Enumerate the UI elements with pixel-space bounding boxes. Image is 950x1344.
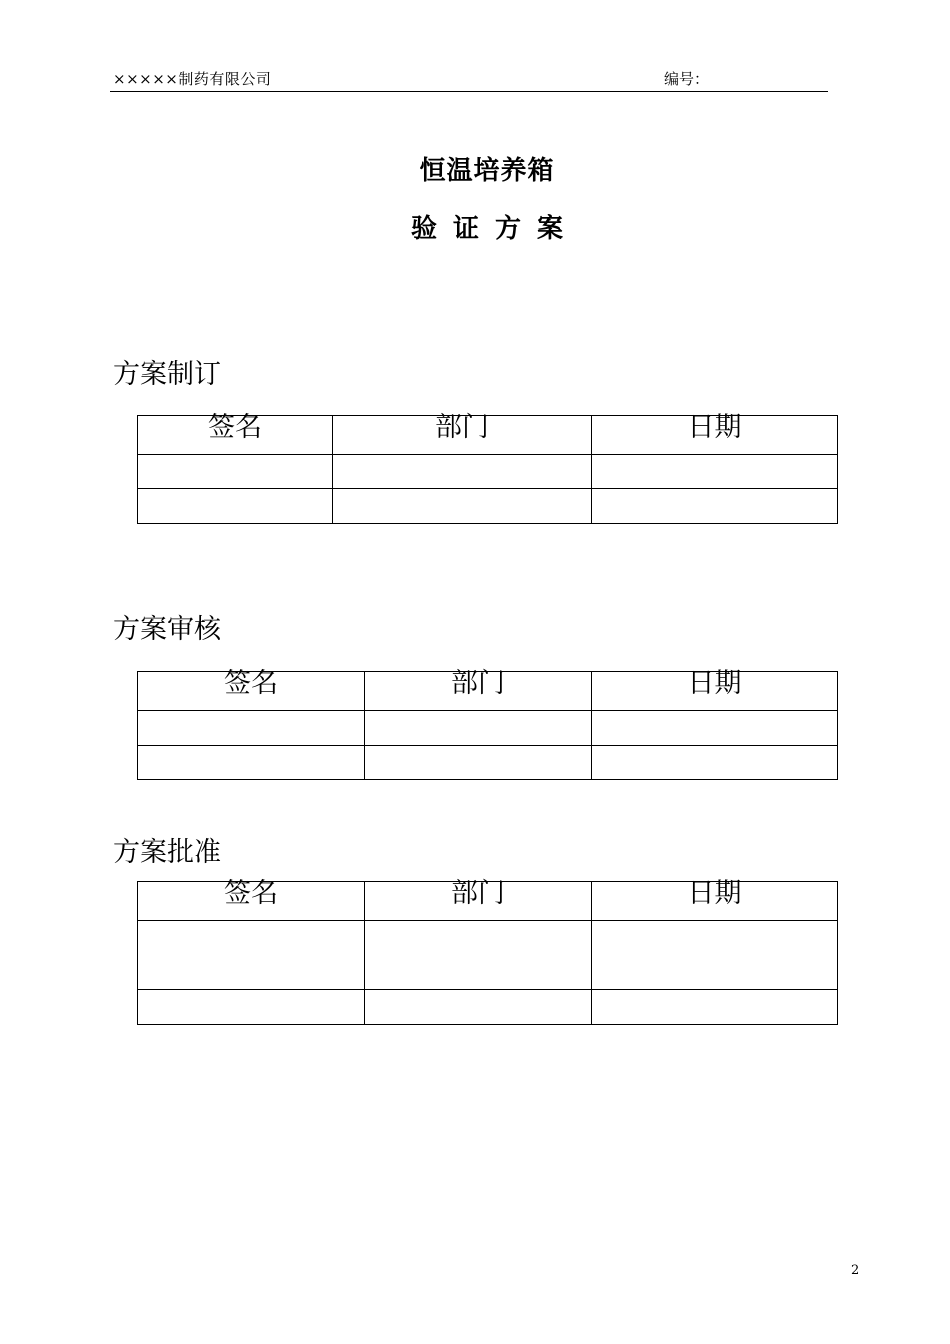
signature-cell[interactable] [138,711,365,746]
signature-cell[interactable] [138,489,333,524]
table-header-row [138,416,838,455]
document-number-label: 编号： [664,70,710,88]
date-cell[interactable] [592,746,838,780]
date-cell[interactable] [592,489,838,524]
column-header-signature: 签名 [138,672,365,711]
date-cell[interactable] [592,921,838,990]
table-header-row [138,672,838,711]
signature-cell[interactable] [138,990,365,1025]
department-cell[interactable] [333,455,592,489]
department-cell[interactable] [365,746,592,780]
table-row [138,489,838,524]
date-cell[interactable] [592,711,838,746]
column-header-date: 日期 [592,672,838,711]
header-divider [110,91,828,92]
table-row [138,921,838,990]
document-subtitle: 验证方案 [410,214,579,244]
section-heading-draft: 方案制订 [113,359,221,390]
column-header-date: 日期 [592,416,838,455]
department-cell[interactable] [365,921,592,990]
column-header-department: 部门 [365,882,592,921]
table-header-row [138,882,838,921]
department-cell[interactable] [365,711,592,746]
table-row [138,455,838,489]
page-number: 2 [851,1263,860,1278]
signature-cell[interactable] [138,746,365,780]
table-row [138,711,838,746]
signature-cell[interactable] [138,921,365,990]
signature-table-review [137,668,838,780]
signature-cell[interactable] [138,455,333,489]
signature-table-approval [137,878,838,1025]
column-header-department: 部门 [365,672,592,711]
signature-table-draft [137,412,838,524]
department-cell[interactable] [365,990,592,1025]
column-header-signature: 签名 [138,416,333,455]
section-heading-review: 方案审核 [113,614,221,645]
company-name: ×××××制药有限公司 [113,70,272,88]
table-row [138,746,838,780]
section-heading-approval: 方案批准 [113,837,221,868]
column-header-signature: 签名 [138,882,365,921]
date-cell[interactable] [592,455,838,489]
document-title: 恒温培养箱 [419,156,555,186]
date-cell[interactable] [592,990,838,1025]
column-header-date: 日期 [592,882,838,921]
table-row [138,990,838,1025]
column-header-department: 部门 [333,416,592,455]
department-cell[interactable] [333,489,592,524]
